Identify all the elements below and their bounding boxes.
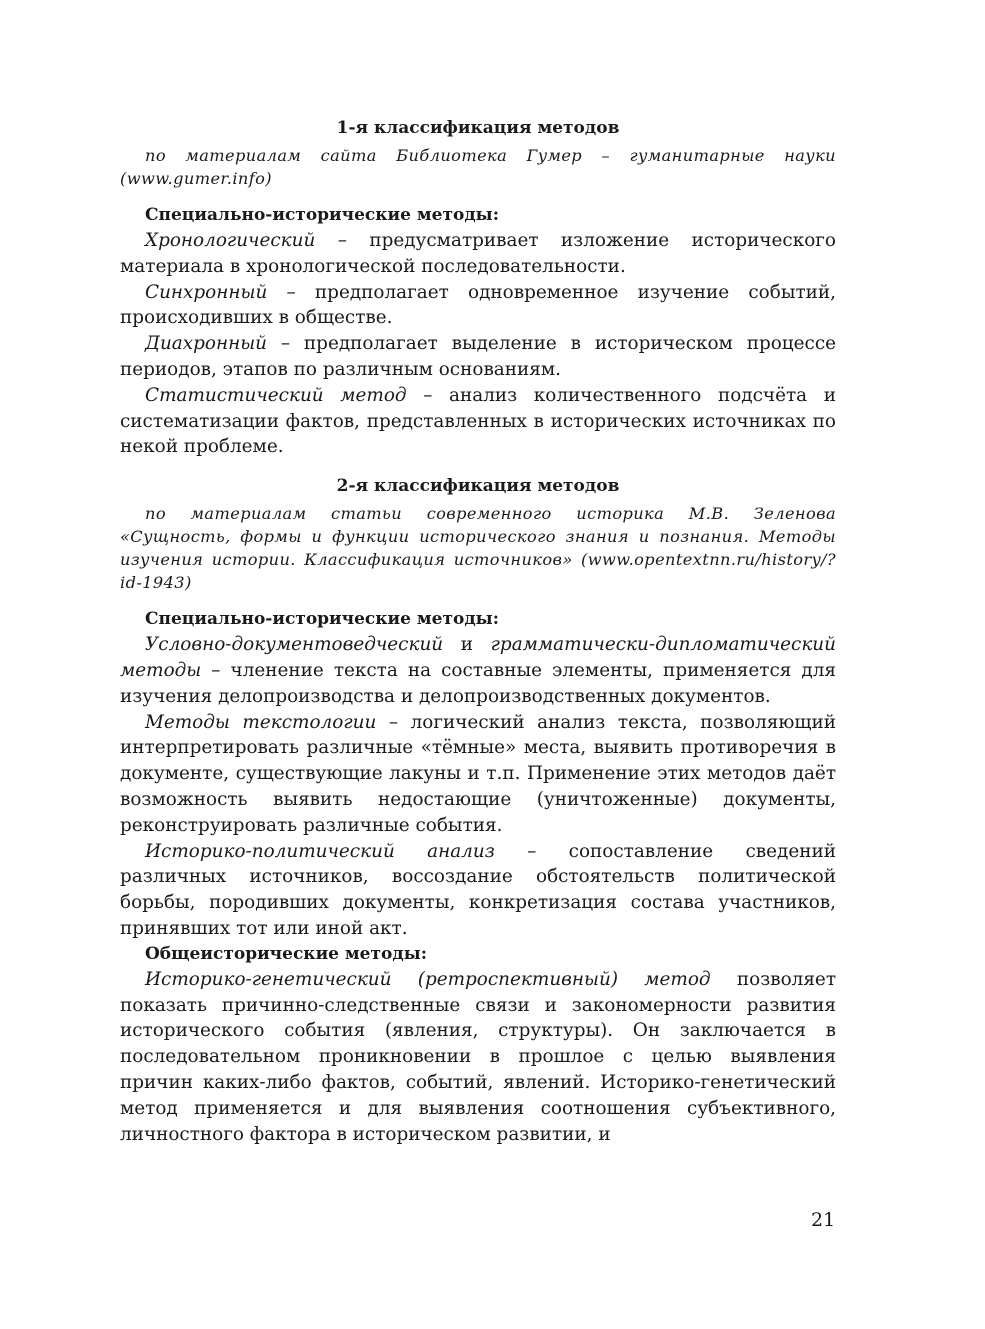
section1-subhead: Специально-исторические методы: [145, 205, 499, 225]
section2-subhead-general: Общеисторические методы: [145, 943, 428, 964]
method-term: Историко-генетический (ретроспективный) метод [145, 968, 711, 990]
method-paragraph [120, 839, 836, 942]
method-term: Хронологический [145, 230, 316, 251]
method-description: позволяет показать причинно-следственные связи и закономерности развития исторического события (явления, структуры). Он заключается в последовательном проникновении в прошлое с целью выявления причин каких-либо фактов, событий, явлений. Историко-генетический метод применяется и для выявления соотношения субъективного, личностного фактора в историческом развитии, и [120, 968, 836, 1145]
section1-heading: 1-я классификация методов [336, 118, 620, 138]
method-term-secondary: грамматически-дипломатический методы [120, 634, 836, 681]
method-term: Историко-политический анализ [145, 840, 495, 862]
method-joiner: и [443, 634, 491, 656]
method-paragraph [120, 280, 836, 332]
method-description: – логический анализ текста, позволяющий интерпретировать различные «тёмные» места, выявить противоречия в документе, существующие лакуны и т.п. Применение этих методов даёт возможность выявить недостающие (уничтоженные) документы, реконструировать различные события. [120, 711, 836, 836]
method-paragraph [120, 228, 836, 280]
method-term: Статистический метод [145, 384, 407, 406]
method-description: – предполагает выделение в историческом процессе периодов, этапов по различным основаниям. [120, 333, 836, 380]
page-number: 21 [811, 1209, 836, 1231]
method-paragraph [120, 383, 836, 460]
method-term: Условно-документоведческий [145, 634, 444, 656]
method-paragraph [120, 632, 836, 709]
method-paragraph [120, 710, 836, 839]
method-description: – членение текста на составные элементы, применяется для изучения делопроизводства и делопроизводственных документов. [120, 659, 836, 707]
page-content [120, 116, 836, 1147]
section1-source: по материалам сайта Библиотека Гумер – гуманитарные науки (www.gumer.info) [120, 146, 836, 188]
section2-subhead-special: Специально-исторические методы: [145, 609, 499, 630]
method-term: Синхронный [145, 281, 268, 303]
method-term: Диахронный [145, 333, 268, 355]
method-description: – сопоставление сведений различных источников, воссоздание обстоятельств политической борьбы, породивших документы, конкретизация состава участников, принявших тот или иной акт. [120, 840, 836, 939]
method-paragraph [120, 967, 836, 1148]
method-term: Методы текстологии [145, 711, 377, 733]
method-description: – анализ количественного подсчёта и систематизации фактов, представленных в исторических источниках по некой проблеме. [120, 384, 836, 458]
section2-source: по материалам статьи современного историка М.В. Зеленова «Сущность, формы и функции исторического знания и познания. Методы изучения истории. Классификация источников» (www.opentextnn.ru/history/?id-1943) [120, 504, 836, 593]
section2-heading: 2-я классификация методов [336, 476, 620, 497]
method-description: – предусматривает изложение исторического материала в хронологической последовательности. [120, 230, 836, 277]
method-description: – предполагает одновременное изучение событий, происходивших в обществе. [120, 281, 836, 329]
method-paragraph [120, 331, 836, 383]
